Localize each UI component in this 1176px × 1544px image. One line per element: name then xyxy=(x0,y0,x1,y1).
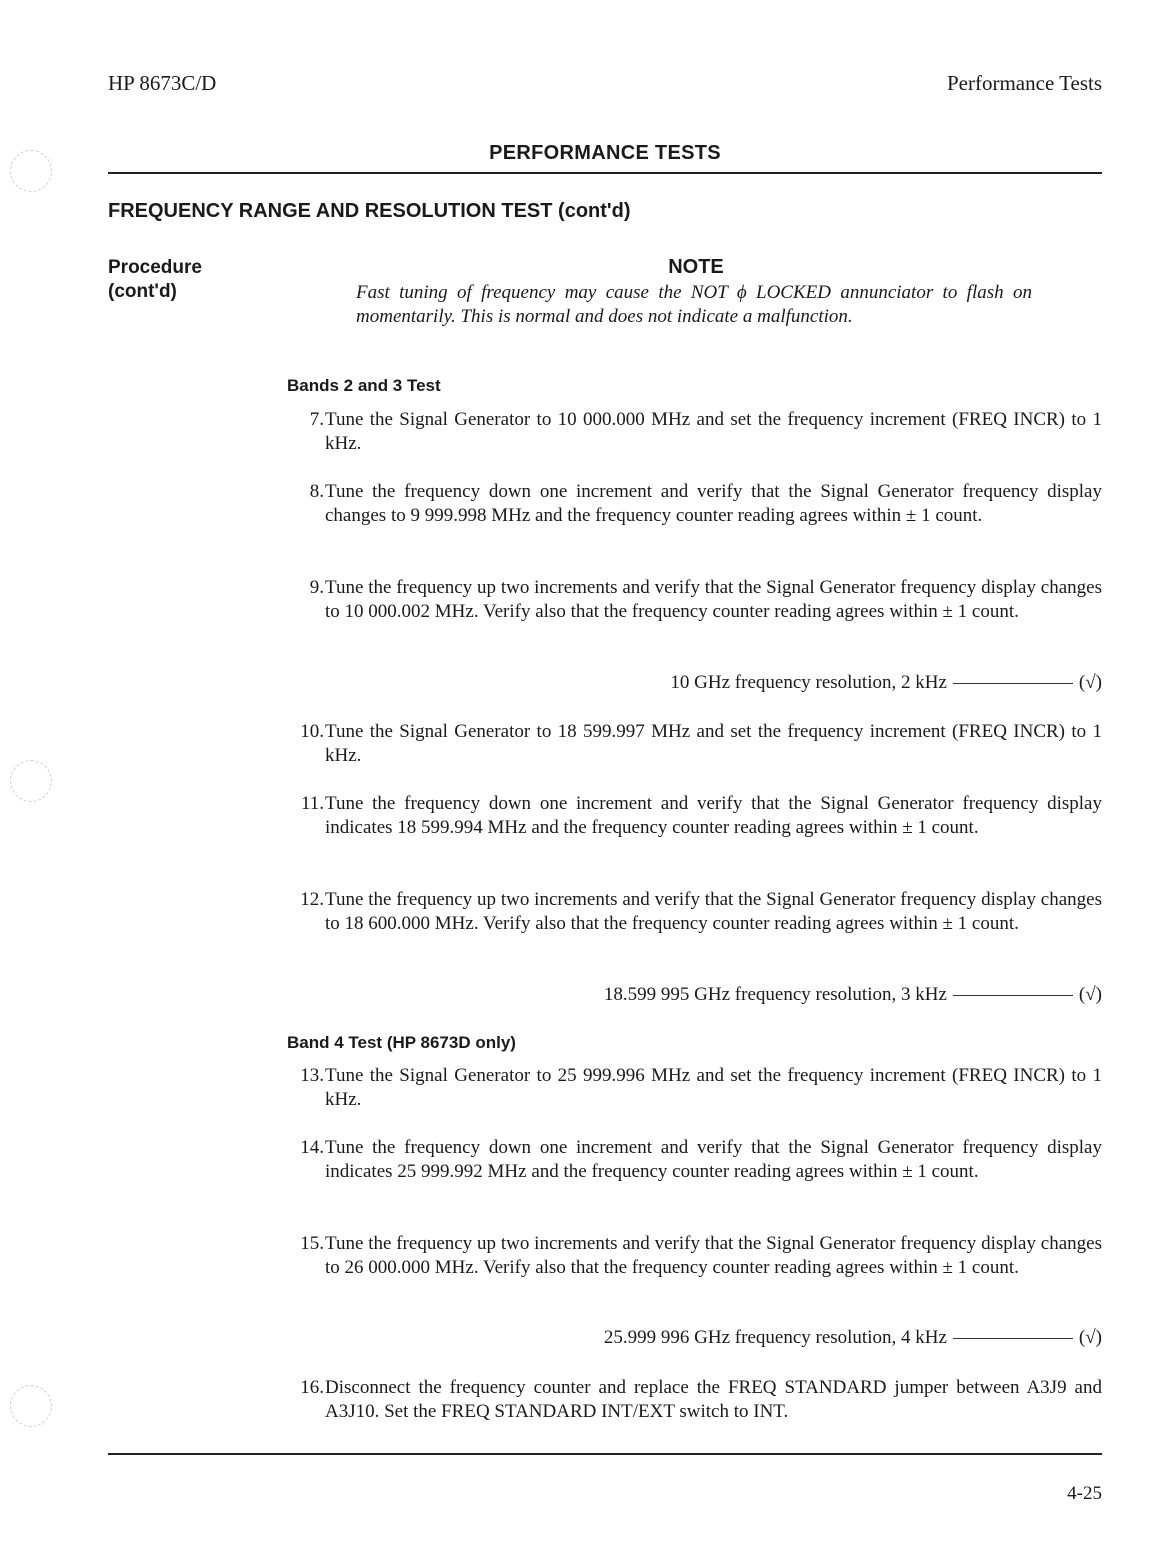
step-text: Tune the Signal Generator to 10 000.000 MHz and set the frequency increment (FREQ INCR) to 1 kHz. xyxy=(325,409,1102,454)
page-number: 4-25 xyxy=(1067,1483,1102,1504)
procedure-label-line2: (cont'd) xyxy=(108,281,177,302)
top-rule xyxy=(108,172,1102,174)
step-11 xyxy=(278,792,1102,840)
step-8 xyxy=(278,480,1102,528)
subsection-title: FREQUENCY RANGE AND RESOLUTION TEST (cont'd) xyxy=(108,200,631,222)
check-label: 18.599 995 GHz frequency resolution, 3 kHz xyxy=(603,984,947,1005)
step-number: 12. xyxy=(300,889,324,910)
header-chapter: Performance Tests xyxy=(946,71,1102,95)
punch-hole xyxy=(10,1385,52,1427)
step-number: 13. xyxy=(300,1065,324,1086)
check-blank[interactable] xyxy=(953,995,1073,996)
step-number: 15. xyxy=(300,1233,324,1254)
step-text: Tune the Signal Generator to 18 599.997 MHz and set the frequency increment (FREQ INCR) to 1 kHz. xyxy=(325,721,1102,766)
step-text: Disconnect the frequency counter and replace the FREQ STANDARD jumper between A3J9 and A3J10. Set the FREQ STANDARD INT/EXT switch to INT. xyxy=(325,1377,1102,1422)
procedure-label-line1: Procedure xyxy=(108,257,202,278)
check-mark: (√) xyxy=(1078,1327,1102,1348)
section-title: PERFORMANCE TESTS xyxy=(489,142,721,164)
check-mark: (√) xyxy=(1078,672,1102,693)
step-text: Tune the Signal Generator to 25 999.996 MHz and set the frequency increment (FREQ INCR) to 1 kHz. xyxy=(325,1065,1102,1110)
step-10 xyxy=(278,720,1102,768)
step-number: 16. xyxy=(300,1377,324,1398)
note-title: NOTE xyxy=(668,256,724,278)
step-text: Tune the frequency up two increments and verify that the Signal Generator frequency display changes to 26 000.000 MHz. Verify also that the frequency counter reading agrees within ± 1 count. xyxy=(325,1233,1102,1278)
bands-2-3-heading: Bands 2 and 3 Test xyxy=(287,376,441,395)
band-4-heading: Band 4 Test (HP 8673D only) xyxy=(287,1033,516,1052)
check-18ghz xyxy=(604,984,1102,1006)
check-label: 25.999 996 GHz frequency resolution, 4 kHz xyxy=(603,1327,947,1348)
procedure-label xyxy=(108,256,202,304)
step-15 xyxy=(278,1232,1102,1280)
step-13 xyxy=(278,1064,1102,1112)
step-14 xyxy=(278,1136,1102,1184)
check-label: 10 GHz frequency resolution, 2 kHz xyxy=(670,672,947,693)
check-26ghz xyxy=(604,1327,1102,1349)
punch-hole xyxy=(10,760,52,802)
step-number: 10. xyxy=(300,721,324,742)
punch-hole xyxy=(10,150,52,192)
step-12 xyxy=(278,888,1102,936)
check-10ghz xyxy=(670,672,1102,694)
bottom-rule xyxy=(108,1453,1102,1455)
step-number: 7. xyxy=(309,409,324,430)
step-text: Tune the frequency up two increments and verify that the Signal Generator frequency display changes to 10 000.002 MHz. Verify also that the frequency counter reading agrees within ± 1 count. xyxy=(325,577,1102,622)
step-16 xyxy=(278,1376,1102,1424)
step-text: Tune the frequency up two increments and verify that the Signal Generator frequency display changes to 18 600.000 MHz. Verify also that the frequency counter reading agrees within ± 1 count. xyxy=(325,889,1102,934)
step-number: 11. xyxy=(300,793,324,814)
step-text: Tune the frequency down one increment and verify that the Signal Generator frequency display changes to 9 999.998 MHz and the frequency counter reading agrees within ± 1 count. xyxy=(325,481,1102,526)
header-model: HP 8673C/D xyxy=(108,71,217,95)
step-number: 9. xyxy=(309,577,324,598)
step-text: Tune the frequency down one increment and verify that the Signal Generator frequency display indicates 25 999.992 MHz and the frequency counter reading agrees within ± 1 count. xyxy=(325,1137,1102,1182)
step-9 xyxy=(278,576,1102,624)
check-blank[interactable] xyxy=(953,1338,1073,1339)
step-text: Tune the frequency down one increment and verify that the Signal Generator frequency display indicates 18 599.994 MHz and the frequency counter reading agrees within ± 1 count. xyxy=(325,793,1102,838)
step-number: 14. xyxy=(300,1137,324,1158)
step-7 xyxy=(278,408,1102,456)
step-number: 8. xyxy=(309,481,324,502)
check-mark: (√) xyxy=(1078,984,1102,1005)
note-text: Fast tuning of frequency may cause the NOT ϕ LOCKED annunciator to flash on momentarily. This is normal and does not indicate a malfunction. xyxy=(356,282,1032,327)
check-blank[interactable] xyxy=(953,683,1073,684)
